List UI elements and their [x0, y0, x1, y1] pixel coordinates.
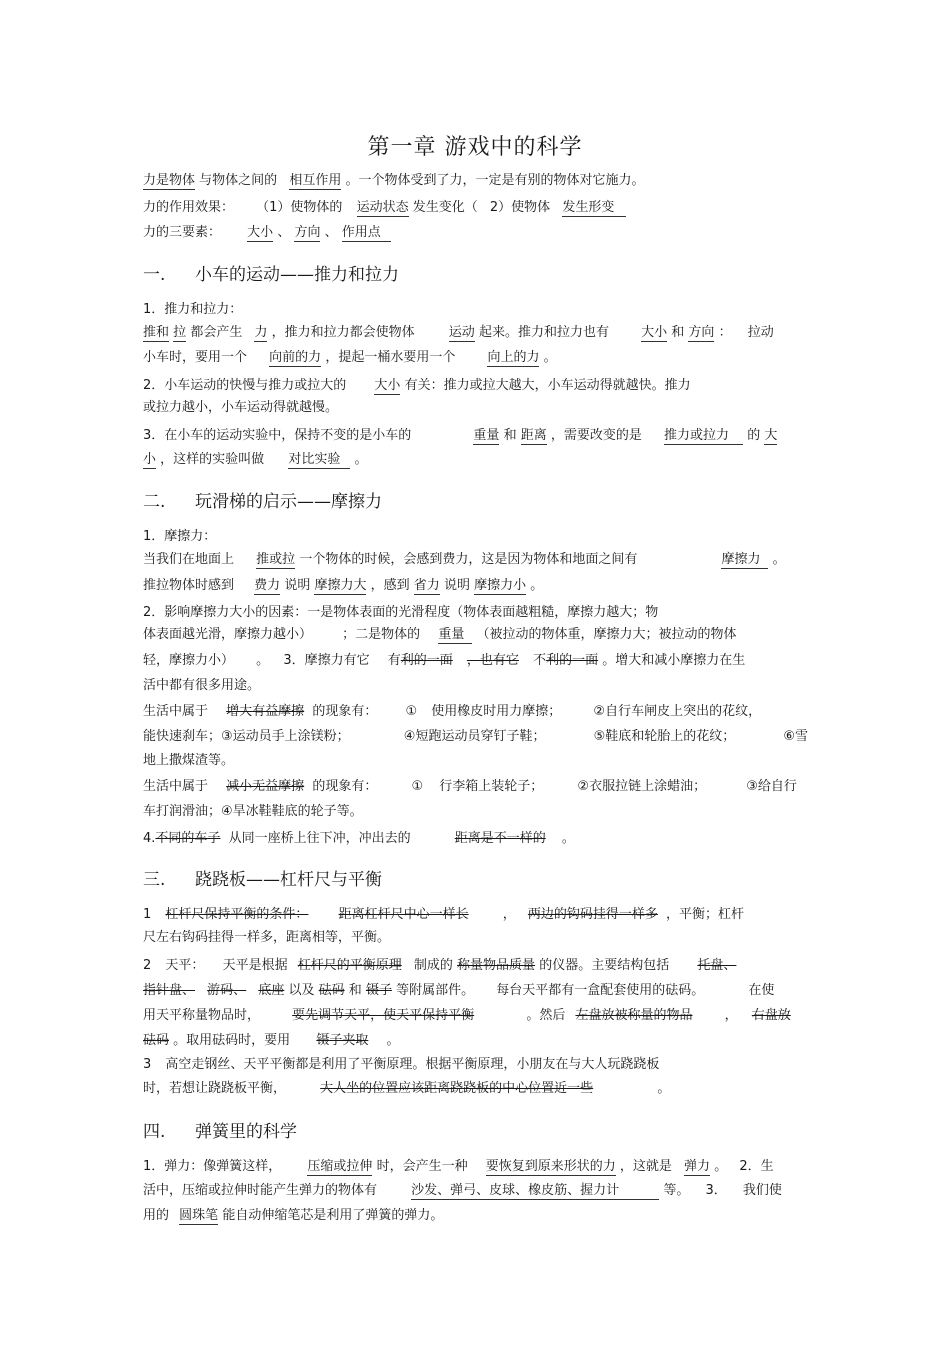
s1-line-4: 或拉力越小，小车运动得就越慢。 — [143, 400, 339, 415]
s2-line-6: 活中都有很多用途。 — [143, 678, 261, 693]
s2-point-1: 1．摩擦力： — [143, 529, 217, 544]
s1-line-6: 小 ，这样的实验叫做 对比实验 。 — [143, 452, 368, 467]
section-4-heading: 四. 弹簧里的科学 — [143, 1122, 297, 1142]
s1-line-5: 3．在小车的运动实验中，保持不变的是小车的 重量 和 距离 ，需要改变的是 推力或拉力 的 大 — [143, 428, 778, 443]
s4-line-1: 1．弹力：像弹簧这样， 压缩或拉伸 时，会产生一种 要恢复到原来形状的力 ，这就是 弹力 。 2．生 — [143, 1159, 774, 1174]
intro-line-2: 力的作用效果： （1）使物体的 运动状态 发生变化（ 2）使物体 发生形变 — [143, 199, 626, 217]
s2-line-8: 能快速刹车；③运动员手上涂镁粉； ④短跑运动员穿钉子鞋； ⑤鞋底和轮胎上的花纹； ⑥雪 — [143, 729, 809, 744]
s3-line-7: 3 高空走钢丝、天平平衡都是利用了平衡原理。根据平衡原理，小朋友在与大人玩跷跷板 — [143, 1057, 660, 1072]
s3-line-1: 1 杠杆尺保持平衡的条件： 距离杠杆尺中心一样长 ， 两边的钩码挂得一样多 ，平衡；杠杆 — [143, 907, 745, 922]
intro-line-1: 力是物体 与物体之间的 相互作用 。一个物体受到了力，一定是有别的物体对它施力。 — [143, 173, 645, 188]
s1-line-2: 小车时，要用一个 向前的力 ，提起一桶水要用一个 向上的力 。 — [143, 350, 557, 365]
s2-line-5: 轻，摩擦力小） 。 3．摩擦力有它 有利的一面 ，也有它 不利的一面 。增大和减小摩擦力在生 — [143, 653, 746, 668]
s3-line-6: 砝码 。取用砝码时，要用 镊子夹取 。 — [143, 1033, 400, 1048]
section-1-heading: 一. 小车的运动——推力和拉力 — [143, 265, 399, 285]
s2-line-2: 推拉物体时感到 费力 说明 摩擦力大 ，感到 省力 说明 摩擦力小 。 — [143, 578, 544, 593]
s2-line-12: 4.不同的车子 从同一座桥上往下冲，冲出去的 距离是不一样的 。 — [143, 831, 575, 846]
s3-line-4: 指针盘、 游码、 底座 以及 砝码 和 镊子 等附属部件。 每台天平都有一盒配套使用的砝码。 在使 — [143, 983, 775, 998]
s4-line-3: 用的 圆珠笔 能自动伸缩笔芯是利用了弹簧的弹力。 — [143, 1208, 444, 1223]
s2-line-4: 体表面越光滑，摩擦力越小） ；二是物体的 重量 （被拉动的物体重，摩擦力大；被拉动的物体 — [143, 627, 737, 642]
s3-line-2: 尺左右钩码挂得一样多，距离相等，平衡。 — [143, 930, 391, 945]
chapter-title: 第一章 游戏中的科学 — [367, 135, 583, 160]
s2-line-7: 生活中属于 增大有益摩擦 的现象有： ① 使用橡皮时用力摩擦； ②自行车闸皮上突出的花纹， — [143, 704, 762, 719]
s1-line-1: 推和 拉 都会产生 力 ，推力和拉力都会使物体 运动 起来。推力和拉力也有 大小 和 方向 ： 拉动 — [143, 325, 774, 340]
s2-line-10: 生活中属于 减小无益摩擦 的现象有： ① 行李箱上装轮子； ②衣服拉链上涂蜡油； ③给自行 — [143, 779, 797, 794]
s3-line-5: 用天平称量物品时， 要先调节天平，使天平保持平衡 。然后 左盘放被称量的物品 ， 右盘放 — [143, 1008, 791, 1023]
s1-line-3: 2．小车运动的快慢与推力或拉大的 大小 有关：推力或拉大越大，小车运动得就越快。推力 — [143, 378, 691, 393]
s2-line-9: 地上撒煤渣等。 — [143, 753, 235, 768]
s3-line-8: 时，若想让跷跷板平衡， 大人坐的位置应该距离跷跷板的中心位置近一些 。 — [143, 1081, 671, 1096]
s3-line-3: 2 天平： 天平是根据 杠杆尺的平衡原理 制成的 称量物品质量 的仪器。主要结构包括 托盘、 — [143, 958, 737, 973]
s2-line-3: 2．影响摩擦力大小的因素：一是物体表面的光滑程度（物体表面越粗糙，摩擦力越大；物 — [143, 605, 659, 620]
s1-point-1: 1．推力和拉力： — [143, 302, 243, 317]
intro-line-3: 力的三要素： 大小 、 方向 、 作用点 — [143, 224, 391, 242]
section-3-heading: 三. 跷跷板——杠杆尺与平衡 — [143, 870, 382, 890]
s2-line-1: 当我们在地面上 推或拉 一个物体的时候，会感到费力，这是因为物体和地面之间有 摩擦力 。 — [143, 552, 786, 567]
s2-line-11: 车打润滑油；④旱冰鞋鞋底的轮子等。 — [143, 804, 363, 819]
s4-line-2: 活中，压缩或拉伸时能产生弹力的物体有 沙发、弹弓、皮球、橡皮筋、握力计 等。 3． 我们使 — [143, 1183, 782, 1198]
section-2-heading: 二. 玩滑梯的启示——摩擦力 — [143, 492, 382, 512]
